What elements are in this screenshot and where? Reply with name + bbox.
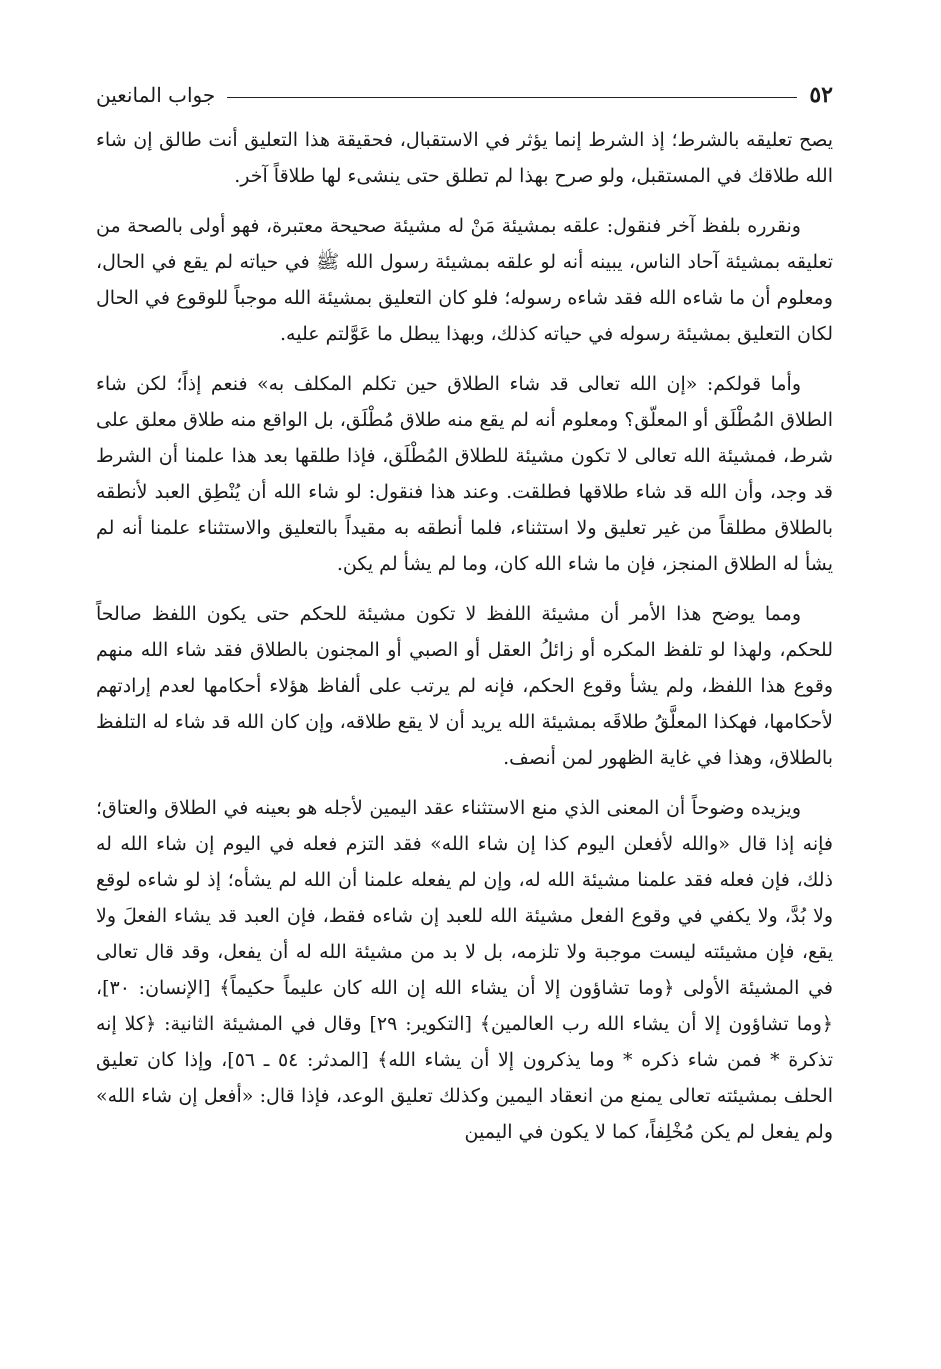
running-title: جواب المانعين — [96, 83, 216, 107]
paragraph-3: وأما قولكم: «إن الله تعالى قد شاء الطلاق حين تكلم المكلف به» فنعم إذاً؛ لكن شاء الطلاق المُطْلَق أو المعلّق؟ ومعلوم أنه لم يقع منه طلاق مُطْلَق، بل الواقع منه طلاق معلق على شرط، فمشيئة الله تعالى لا تكون مشيئة للطلاق المُطْلَق، فإذا طلقها بعد هذا علمنا أن الشرط قد وجد، وأن الله قد شاء طلاقها فطلقت. وعند هذا فنقول: لو شاء الله أن يُنْطِق العبد لأنطقه بالطلاق مطلقاً من غير تعليق ولا استثناء، فلما أنطقه به مقيداً بالتعليق والاستثناء علمنا أنه لم يشأ له الطلاق المنجز، فإن ما شاء الله كان، وما لم يشأ لم يكن. — [96, 373, 833, 575]
paragraph-5: ويزيده وضوحاً أن المعنى الذي منع الاستثناء عقد اليمين لأجله هو بعينه في الطلاق والعتاق؛ فإنه إذا قال «والله لأفعلن اليوم كذا إن شاء الله» فقد التزم فعله في اليوم إن شاء الله له ذلك، فإن فعله فقد علمنا مشيئة الله له، وإن لم يفعله علمنا أن الله لم يشأه؛ إذ لو شاءه لوقع ولا بُدَّ، ولا يكفي في وقوع الفعل مشيئة الله للعبد إن شاءه فقط، فإن العبد قد يشاء الفعلَ ولا يقع، فإن مشيئته ليست موجبة ولا تلزمه، بل لا بد من مشيئة الله له أن يفعل، وقد قال تعالى في المشيئة الأولى ﴿وما تشاؤون إلا أن يشاء الله إن الله كان عليماً حكيماً﴾ [الإنسان: ٣٠]، ﴿وما تشاؤون إلا أن يشاء الله رب العالمين﴾ [التكوير: ٢٩] وقال في المشيئة الثانية: ﴿كلا إنه تذكرة * فمن شاء ذكره * وما يذكرون إلا أن يشاء الله﴾ [المدثر: ٥٤ ـ ٥٦]، وإذا كان تعليق الحلف بمشيئته تعالى يمنع من انعقاد اليمين وكذلك تعليق الوعد، فإذا قال: «أفعل إن شاء الله» ولم يفعل لم يكن مُخْلِفاً، كما لا يكون في اليمين — [96, 797, 834, 1143]
body-text — [96, 122, 833, 1150]
book-page — [96, 78, 833, 1164]
page-number: ٥٢ — [809, 82, 833, 108]
running-header — [96, 78, 833, 112]
paragraph-4: ومما يوضح هذا الأمر أن مشيئة اللفظ لا تكون مشيئة للحكم حتى يكون اللفظ صالحاً للحكم، ولهذا لو تلفظ المكره أو زائلُ العقل أو الصبي أو المجنون بالطلاق فقد شاء الله منهم وقوع هذا اللفظ، ولم يشأ وقوع الحكم، فإنه لم يرتب على ألفاظ هؤلاء أحكامها لعدم إرادتهم لأحكامها، فهكذا المعلَّقُ طلاقَه بمشيئة الله يريد أن لا يقع طلاقه، وإن كان الله قد شاء له التلفظ بالطلاق، وهذا في غاية الظهور لمن أنصف. — [96, 603, 833, 769]
paragraph-1: يصح تعليقه بالشرط؛ إذ الشرط إنما يؤثر في الاستقبال، فحقيقة هذا التعليق أنت طالق إن شاء الله طلاقك في المستقبل، ولو صرح بهذا لم تطلق حتى ينشىء لها طلاقاً آخر. — [96, 129, 833, 187]
paragraph-2: ونقرره بلفظ آخر فنقول: علقه بمشيئة مَنْ له مشيئة صحيحة معتبرة، فهو أولى بالصحة من تعليقه بمشيئة آحاد الناس، يبينه أنه لو علقه بمشيئة رسول الله ﷺ في حياته لم يقع في الحال، ومعلوم أن ما شاءه الله فقد شاءه رسوله؛ فلو كان التعليق بمشيئة الله موجباً للوقوع في الحال لكان التعليق بمشيئة رسوله في حياته كذلك، وبهذا يبطل ما عَوَّلتم عليه. — [96, 215, 833, 345]
header-rule — [227, 97, 797, 98]
